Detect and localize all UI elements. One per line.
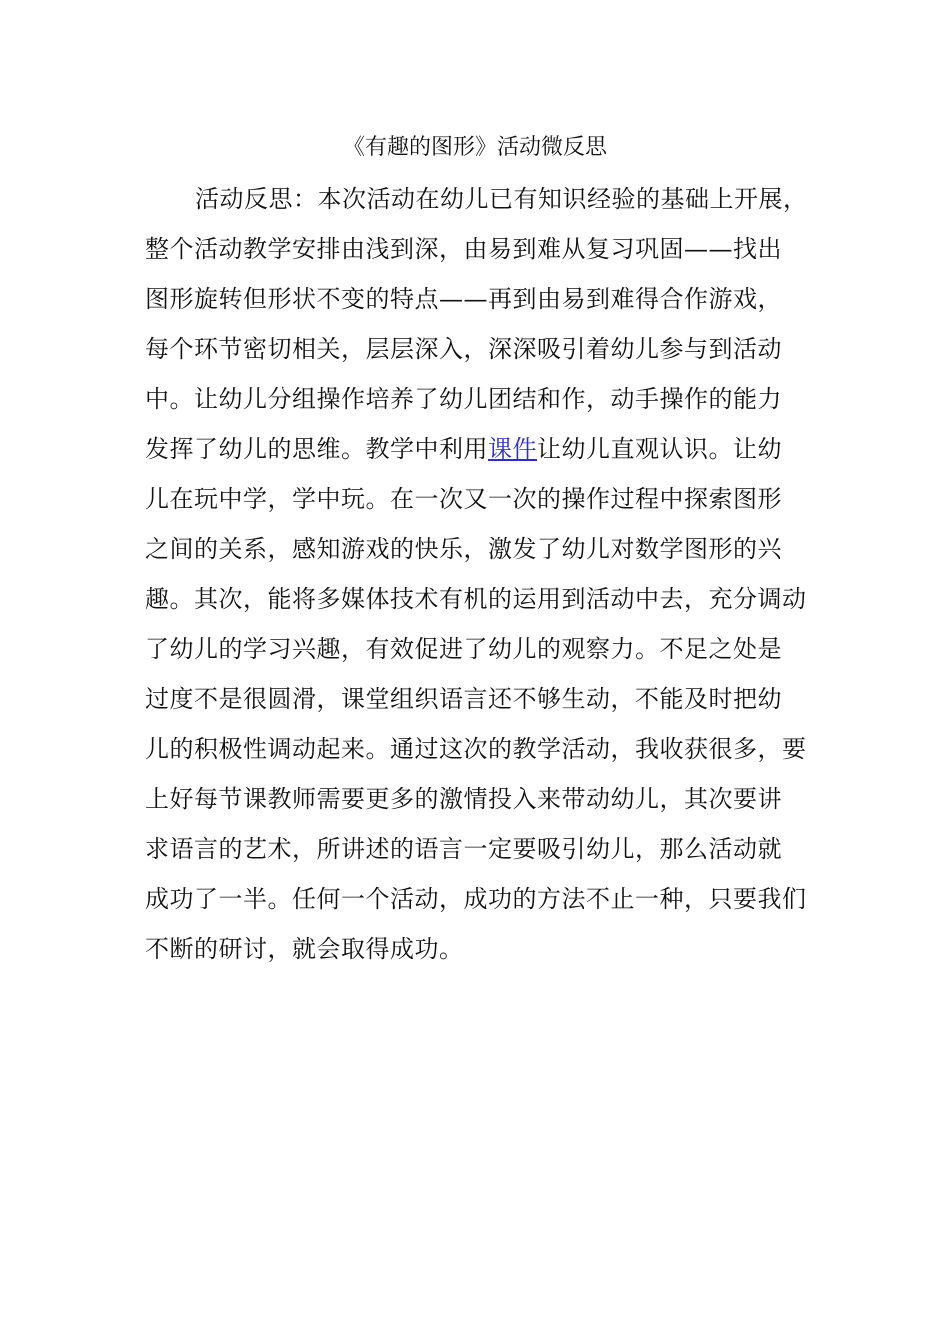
paragraph-line: 过度不是很圆滑，课堂组织语言还不够生动，不能及时把幼 xyxy=(145,685,782,713)
paragraph-line: 儿的积极性调动起来。通过这次的教学活动，我收获很多，要 xyxy=(145,735,807,763)
paragraph-line: 每个环节密切相关，层层深入，深深吸引着幼儿参与到活动 xyxy=(145,335,782,363)
paragraph-line: 成功了一半。任何一个活动，成功的方法不止一种，只要我们 xyxy=(145,885,807,913)
paragraph-line: 趣。其次，能将多媒体技术有机的运用到活动中去，充分调动 xyxy=(145,585,807,613)
paragraph-line: 活动反思：本次活动在幼儿已有知识经验的基础上开展， xyxy=(195,185,808,213)
paragraph-line: 儿在玩中学，学中玩。在一次又一次的操作过程中探索图形 xyxy=(145,485,782,513)
document-title: 《有趣的图形》活动微反思 xyxy=(342,135,607,160)
paragraph-line: 中。让幼儿分组操作培养了幼儿团结和作，动手操作的能力 xyxy=(145,385,782,413)
paragraph-line: 求语言的艺术，所讲述的语言一定要吸引幼儿，那么活动就 xyxy=(145,835,782,863)
paragraph-text: 让幼儿直观认识。让幼 xyxy=(537,435,782,463)
paragraph-line: 之间的关系，感知游戏的快乐，激发了幼儿对数学图形的兴 xyxy=(145,535,782,563)
paragraph-line: 图形旋转但形状不变的特点——再到由易到难得合作游戏， xyxy=(145,285,782,313)
paragraph-line: 了幼儿的学习兴趣，有效促进了幼儿的观察力。不足之处是 xyxy=(145,635,782,663)
paragraph-line: 上好每节课教师需要更多的激情投入来带动幼儿，其次要讲 xyxy=(145,785,782,813)
paragraph-line-with-link xyxy=(145,432,782,466)
courseware-link[interactable]: 课件 xyxy=(488,435,537,463)
paragraph-text: 发挥了幼儿的思维。教学中利用 xyxy=(145,435,488,463)
paragraph-line: 不断的研讨，就会取得成功。 xyxy=(145,935,464,963)
paragraph-line: 整个活动教学安排由浅到深，由易到难从复习巩固——找出 xyxy=(145,235,782,263)
